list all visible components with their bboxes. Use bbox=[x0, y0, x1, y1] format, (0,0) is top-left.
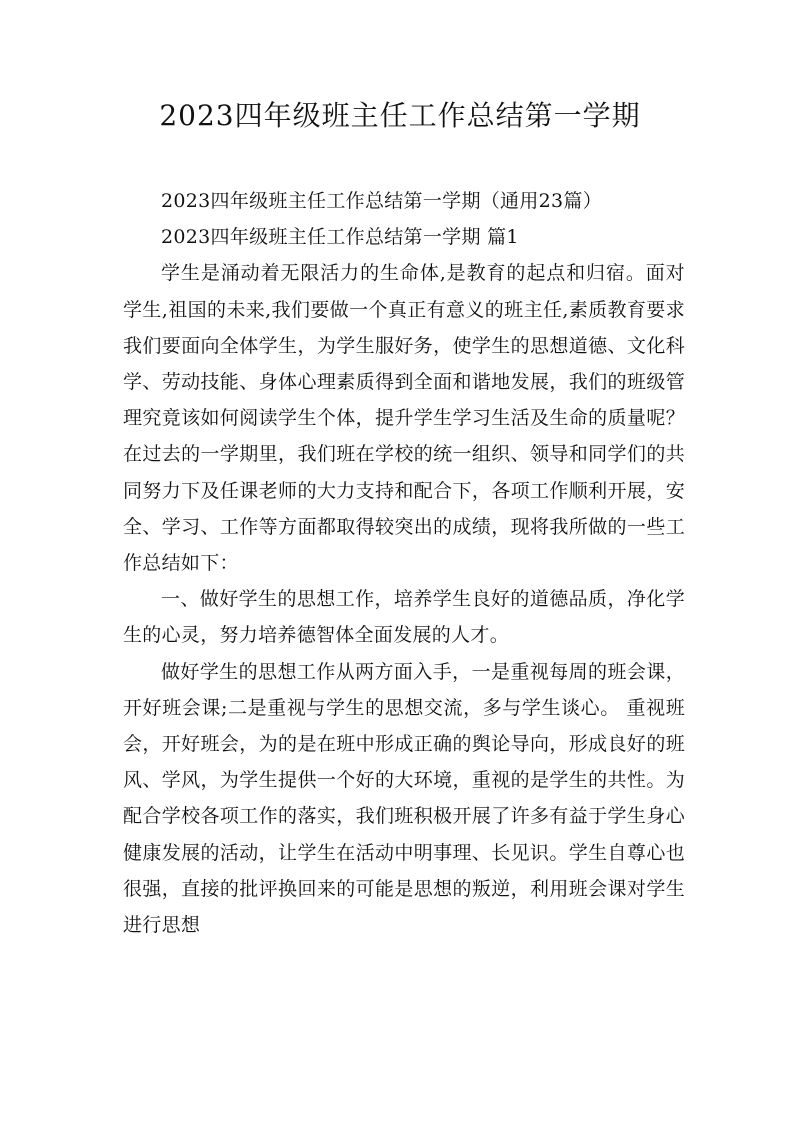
paragraph-point-one: 一、做好学生的思想工作，培养学生良好的道德品质，净化学生的心灵，努力培养德智体全面发展的人才。 bbox=[123, 588, 685, 647]
document-subtitle: 2023四年级班主任工作总结第一学期（通用23篇） bbox=[161, 190, 603, 212]
section-heading: 2023四年级班主任工作总结第一学期 篇1 bbox=[161, 226, 519, 249]
document-title: 2023四年级班主任工作总结第一学期 bbox=[159, 99, 641, 132]
paragraph-intro: 学生是涌动着无限活力的生命体,是教育的起点和归宿。面对学生,祖国的未来,我们要做一个真正有意义的班主任,素质教育要求我们要面向全体学生，为学生服好务，使学生的思想道德、文化科学、劳动技能、身体心理素质得到全面和谐地发展，我们的班级管理究竟该如何阅读学生个体，提升学生学习生活及生命的质量呢？在过去的一学期里，我们班在学校的统一组织、领导和同学们的共同努力下及任课老师的大力支持和配合下，各项工作顺利开展，安全、学习、工作等方面都取得较突出的成绩，现将我所做的一些工作总结如下： bbox=[123, 262, 685, 575]
paragraph-class-meeting: 做好学生的思想工作从两方面入手，一是重视每周的班会课，开好班会课;二是重视与学生的思想交流，多与学生谈心。 重视班会，开好班会，为的是在班中形成正确的舆论导向，形成良好的班风、学风，为学生提供一个好的大环境，重视的是学生的共性。为配合学校各项工作的落实，我们班积极开展了许多有益于学生身心健康发展的活动，让学生在活动中明事理、长见识。学生自尊心也很强，直接的批评换回来的可能是思想的叛逆，利用班会课对学生进行思想 bbox=[123, 660, 685, 937]
document-body bbox=[123, 183, 685, 943]
